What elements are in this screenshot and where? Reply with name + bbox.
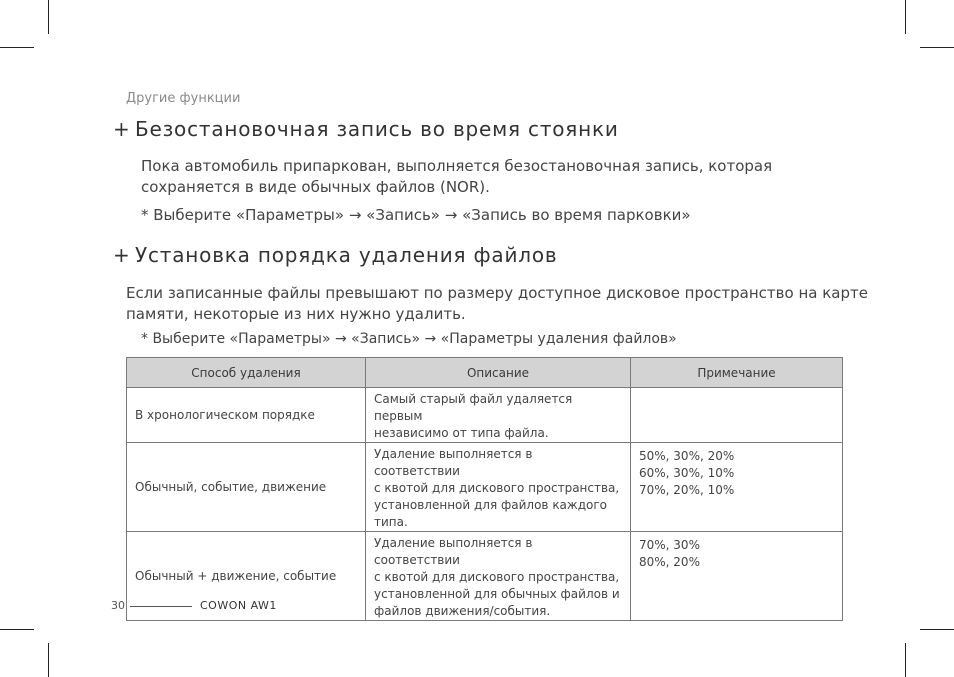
section-label: Другие функции bbox=[126, 91, 241, 106]
footer-divider bbox=[130, 606, 192, 607]
deletion-methods-table bbox=[126, 357, 843, 621]
quota-line: 80%, 20% bbox=[639, 555, 700, 569]
crop-mark bbox=[905, 643, 906, 677]
description-line: установленной для файлов каждого bbox=[374, 498, 608, 512]
settings-path-note: * Выберите «Параметры» → «Запись» → «Параметры удаления файлов» bbox=[141, 331, 677, 347]
heading-deletion-order bbox=[113, 243, 557, 267]
description-cell bbox=[366, 443, 631, 532]
heading-text: Установка порядка удаления файлов bbox=[135, 243, 558, 267]
description-cell bbox=[366, 388, 631, 443]
description-line: с квотой для дискового пространства, bbox=[374, 481, 620, 495]
note-cell bbox=[631, 388, 843, 443]
crop-mark bbox=[905, 0, 906, 34]
settings-path-note: * Выберите «Параметры» → «Запись» → «Запись во время парковки» bbox=[141, 206, 691, 224]
heading-parking-recording bbox=[113, 117, 619, 141]
paragraph-line: сохраняется в виде обычных файлов (NOR). bbox=[141, 178, 490, 196]
quota-line: 60%, 30%, 10% bbox=[639, 466, 735, 480]
method-cell: Обычный + движение, событие bbox=[127, 532, 366, 621]
description-line: типа. bbox=[374, 515, 408, 529]
description-line: независимо от типа файла. bbox=[374, 426, 549, 440]
method-cell: В хронологическом порядке bbox=[127, 388, 366, 443]
page-number: 30 bbox=[111, 599, 125, 612]
crop-mark bbox=[48, 643, 49, 677]
paragraph-line: памяти, некоторые из них нужно удалить. bbox=[126, 305, 466, 323]
crop-mark bbox=[920, 47, 954, 48]
column-header-note: Примечание bbox=[631, 358, 843, 388]
table-row bbox=[127, 443, 843, 532]
plus-icon: + bbox=[113, 243, 131, 267]
column-header-method: Способ удаления bbox=[127, 358, 366, 388]
paragraph-line: Пока автомобиль припаркован, выполняется безостановочная запись, которая bbox=[141, 157, 773, 175]
crop-mark bbox=[0, 47, 34, 48]
quota-line: 70%, 20%, 10% bbox=[639, 483, 735, 497]
note-cell bbox=[631, 532, 843, 621]
quota-line: 70%, 30% bbox=[639, 538, 700, 552]
table-row bbox=[127, 388, 843, 443]
description-line: Удаление выполняется в соответствии bbox=[374, 447, 533, 478]
quota-line: 50%, 30%, 20% bbox=[639, 449, 735, 463]
crop-mark bbox=[0, 629, 34, 630]
plus-icon: + bbox=[113, 117, 131, 141]
description-line: файлов движения/события. bbox=[374, 604, 551, 618]
paragraph-line: Если записанные файлы превышают по размеру доступное дисковое пространство на карте bbox=[126, 284, 868, 302]
description-line: Самый старый файл удаляется первым bbox=[374, 392, 573, 423]
description-line: Удаление выполняется в соответствии bbox=[374, 536, 533, 567]
description-line: установленной для обычных файлов и bbox=[374, 587, 620, 601]
crop-mark bbox=[920, 629, 954, 630]
paragraph-parking-recording bbox=[141, 156, 772, 198]
footer-brand: COWON AW1 bbox=[200, 599, 277, 612]
method-cell: Обычный, событие, движение bbox=[127, 443, 366, 532]
note-cell bbox=[631, 443, 843, 532]
paragraph-deletion-order bbox=[126, 283, 868, 325]
column-header-description: Описание bbox=[366, 358, 631, 388]
crop-mark bbox=[48, 0, 49, 34]
table-header-row bbox=[127, 358, 843, 388]
heading-text: Безостановочная запись во время стоянки bbox=[135, 117, 619, 141]
description-line: с квотой для дискового пространства, bbox=[374, 570, 620, 584]
description-cell bbox=[366, 532, 631, 621]
